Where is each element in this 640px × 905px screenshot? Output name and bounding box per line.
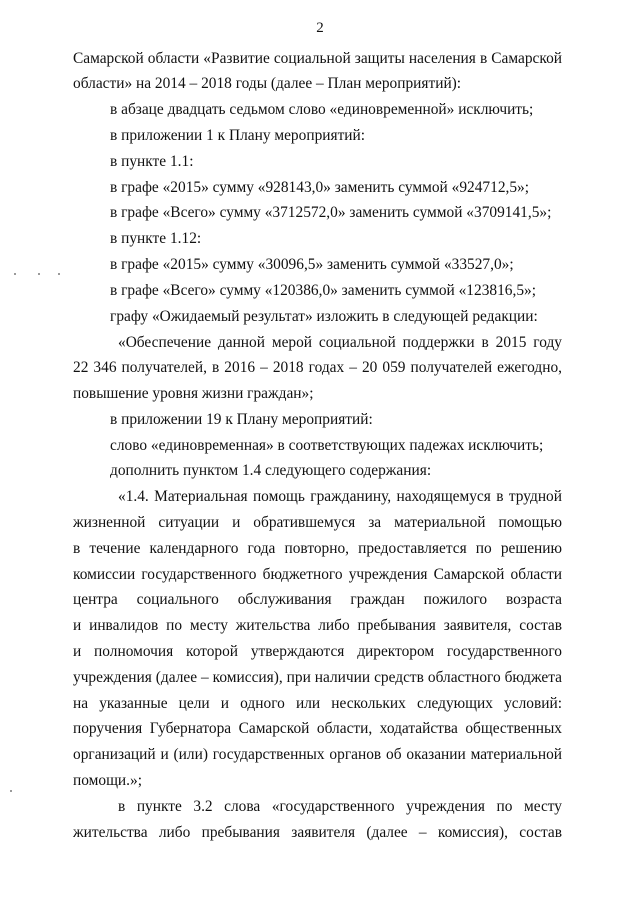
text-line: на указанные цели и одного или нескольких следующих условий: (73, 695, 562, 712)
text-line: в приложении 19 к Плану мероприятий: (110, 411, 373, 428)
text-line: графу «Ожидаемый результат» изложить в следующей редакции: (110, 308, 538, 325)
text-line: центра социального обслуживания граждан пожилого возраста (73, 591, 562, 608)
text-line: повышение уровня жизни граждан»; (73, 385, 314, 402)
text-line: и инвалидов по месту жительства либо пребывания заявителя, состав (73, 617, 562, 634)
text-line: жизненной ситуации и обратившемуся за материальной помощью (73, 514, 562, 531)
text-line: «Обеспечение данной мерой социальной поддержки в 2015 году (118, 334, 562, 351)
text-line: «1.4. Материальная помощь гражданину, находящемуся в трудной (118, 488, 562, 505)
text-line: поручения Губернатора Самарской области, ходатайства общественных (73, 720, 562, 737)
text-line: области» на 2014 – 2018 годы (далее – План мероприятий): (73, 75, 462, 92)
text-line: в графе «Всего» сумму «3712572,0» заменить суммой «3709141,5»; (110, 204, 552, 221)
scan-speck (10, 790, 12, 792)
text-line: помощи.»; (73, 772, 142, 789)
text-line: в пункте 1.12: (110, 230, 202, 247)
text-line: слово «единовременная» в соответствующих падежах исключить; (110, 437, 544, 454)
text-line: жительства либо пребывания заявителя (далее – комиссия), состав (73, 824, 562, 841)
text-line: в графе «2015» сумму «30096,5» заменить суммой «33527,0»; (110, 256, 514, 273)
scan-speck (14, 273, 16, 275)
text-line: Самарской области «Развитие социальной защиты населения в Самарской (73, 50, 562, 67)
text-line: дополнить пунктом 1.4 следующего содержания: (110, 462, 432, 479)
text-line: в графе «Всего» сумму «120386,0» заменить суммой «123816,5»; (110, 282, 536, 299)
text-line: комиссии государственного бюджетного учреждения Самарской области (73, 566, 562, 583)
text-line: в абзаце двадцать седьмом слово «единовременной» исключить; (110, 101, 534, 118)
text-line: в пункте 3.2 слова «государственного учреждения по месту (118, 798, 562, 815)
text-line: и полномочия которой утверждаются директором государственного (73, 643, 562, 660)
text-line: в течение календарного года повторно, предоставляется по решению (73, 540, 562, 557)
text-line: в приложении 1 к Плану мероприятий: (110, 127, 366, 144)
scan-speck (58, 273, 60, 275)
text-line: в графе «2015» сумму «928143,0» заменить суммой «924712,5»; (110, 179, 530, 196)
text-line: организаций и (или) государственных органов об оказании материальной (73, 746, 562, 763)
page-number: 2 (316, 20, 324, 36)
text-line: в пункте 1.1: (110, 153, 194, 170)
text-line: 22 346 получателей, в 2016 – 2018 годах – 20 059 получателей ежегодно, (73, 359, 562, 376)
text-line: учреждения (далее – комиссия), при наличии средств областного бюджета (73, 669, 562, 686)
scan-speck (38, 273, 40, 275)
